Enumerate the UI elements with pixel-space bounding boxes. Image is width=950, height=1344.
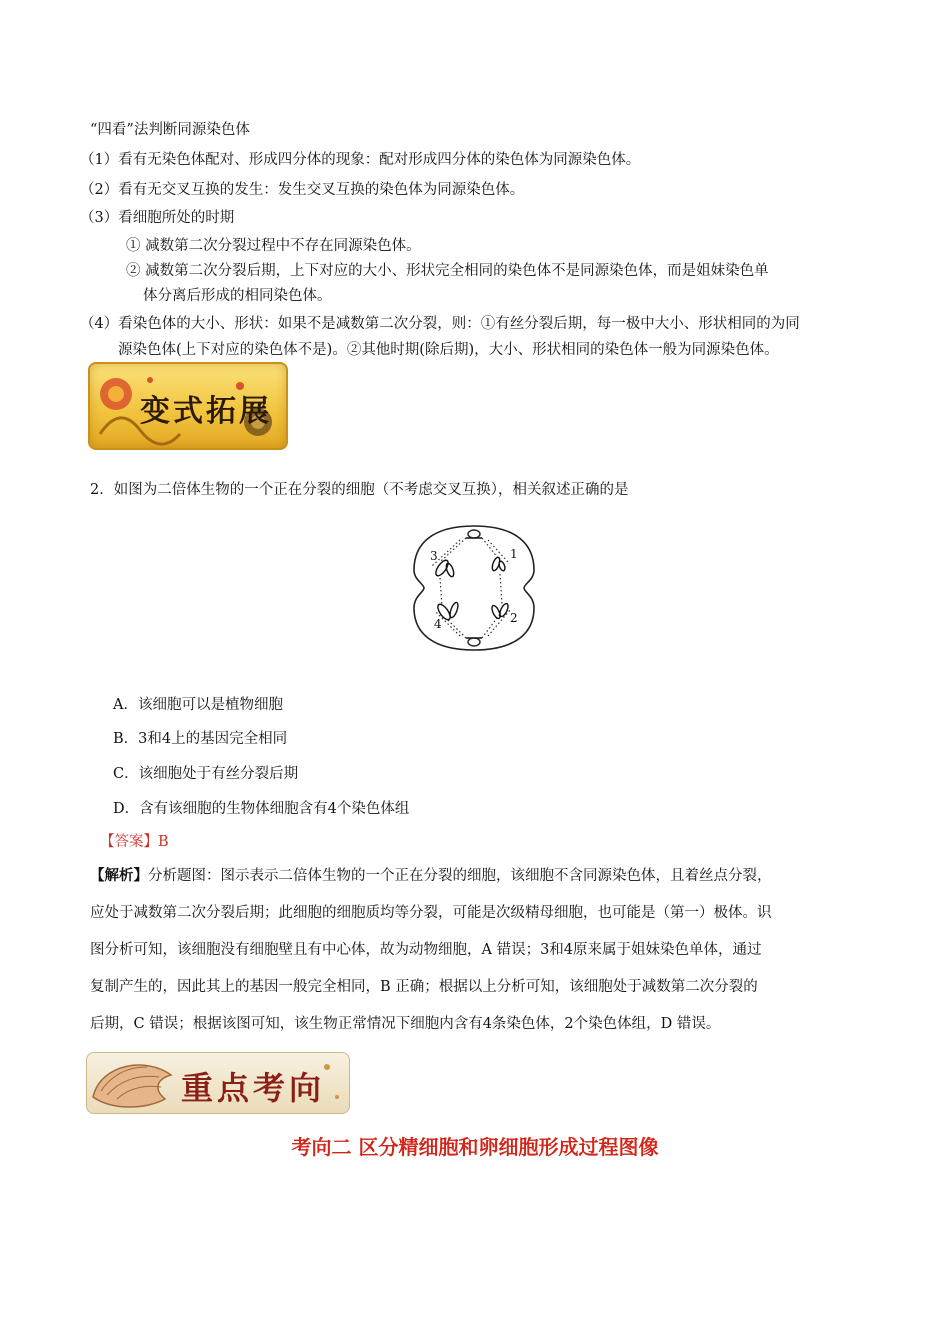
option-b: B．3和4上的基因完全相同 (113, 731, 288, 747)
analysis-text-1: 分析题图：图示表示二倍体生物的一个正在分裂的细胞，该细胞不含同源染色体，且着丝点分裂， (148, 868, 772, 884)
intro-item-1: （1）看有无染色体配对、形成四分体的现象：配对形成四分体的染色体为同源染色体。 (80, 152, 641, 168)
intro-sub-1: ① 减数第二次分裂过程中不存在同源染色体。 (126, 238, 421, 254)
chromosome-2 (490, 602, 509, 619)
banner-key-direction-label: 重点考向 (181, 1069, 326, 1107)
intro-item-3: （3）看细胞所处的时期 (80, 210, 235, 226)
banner-variant-extension-label: 变式拓展 (140, 394, 272, 429)
label-4: 4 (434, 617, 442, 631)
section-title: 考向二 区分精细胞和卵细胞形成过程图像 (291, 1135, 659, 1159)
analysis-line-3: 图分析可知，该细胞没有细胞壁且有中心体，故为动物细胞，A 错误；3和4原来属于姐妹染色单体，通过 (90, 942, 762, 958)
analysis-line-2: 应处于减数第二次分裂后期；此细胞的细胞质均等分裂，可能是次级精母细胞，也可能是（第一）极体。识 (90, 905, 772, 921)
answer-value: B (158, 834, 169, 850)
analysis-line-5: 后期，C 错误；根据该图可知，该生物正常情况下细胞内含有4条染色体，2个染色体组，D 错误。 (90, 1016, 721, 1032)
banner-key-direction (86, 1052, 350, 1114)
question-stem: 2．如图为二倍体生物的一个正在分裂的细胞（不考虑交叉互换），相关叙述正确的是 (90, 482, 629, 498)
cell-membrane (414, 526, 534, 650)
analysis-line-1 (90, 866, 772, 886)
spindle-fibers (432, 538, 510, 638)
answer-tag: 【答案】 (100, 834, 158, 850)
label-2: 2 (510, 611, 518, 625)
intro-sub-2b: 体分离后形成的相同染色体。 (143, 288, 332, 304)
analysis-line-4: 复制产生的，因此其上的基因一般完全相同，B 正确；根据以上分析可知，该细胞处于减数第二次分裂的 (90, 979, 758, 995)
analysis-tag: 【解析】 (90, 867, 148, 884)
intro-item-4b: 源染色体(上下对应的染色体不是)。②其他时期(除后期)，大小、形状相同的染色体一般为同源染色体。 (118, 342, 779, 358)
label-3: 3 (430, 549, 438, 563)
option-d: D．含有该细胞的生物体细胞含有4个染色体组 (113, 801, 410, 817)
intro-sub-2a: ② 减数第二次分裂后期，上下对应的大小、形状完全相同的染色体不是同源染色体，而是姐妹染色单 (126, 263, 769, 279)
centrosome-top (468, 530, 480, 538)
answer-line (100, 832, 169, 852)
dividing-cell-figure (408, 522, 540, 654)
option-a: A．该细胞可以是植物细胞 (113, 697, 283, 713)
label-1: 1 (510, 547, 518, 561)
centrosome-bottom (468, 638, 480, 646)
option-c: C．该细胞处于有丝分裂后期 (113, 766, 299, 782)
intro-item-2: （2）看有无交叉互换的发生：发生交叉互换的染色体为同源染色体。 (80, 182, 525, 198)
intro-item-4a: （4）看染色体的大小、形状：如果不是减数第二次分裂，则：①有丝分裂后期，每一极中大小、形状相同的为同 (80, 316, 800, 332)
intro-heading: “四看”法判断同源染色体 (90, 122, 250, 138)
chromosome-1 (491, 556, 506, 571)
banner-variant-extension (88, 362, 288, 450)
